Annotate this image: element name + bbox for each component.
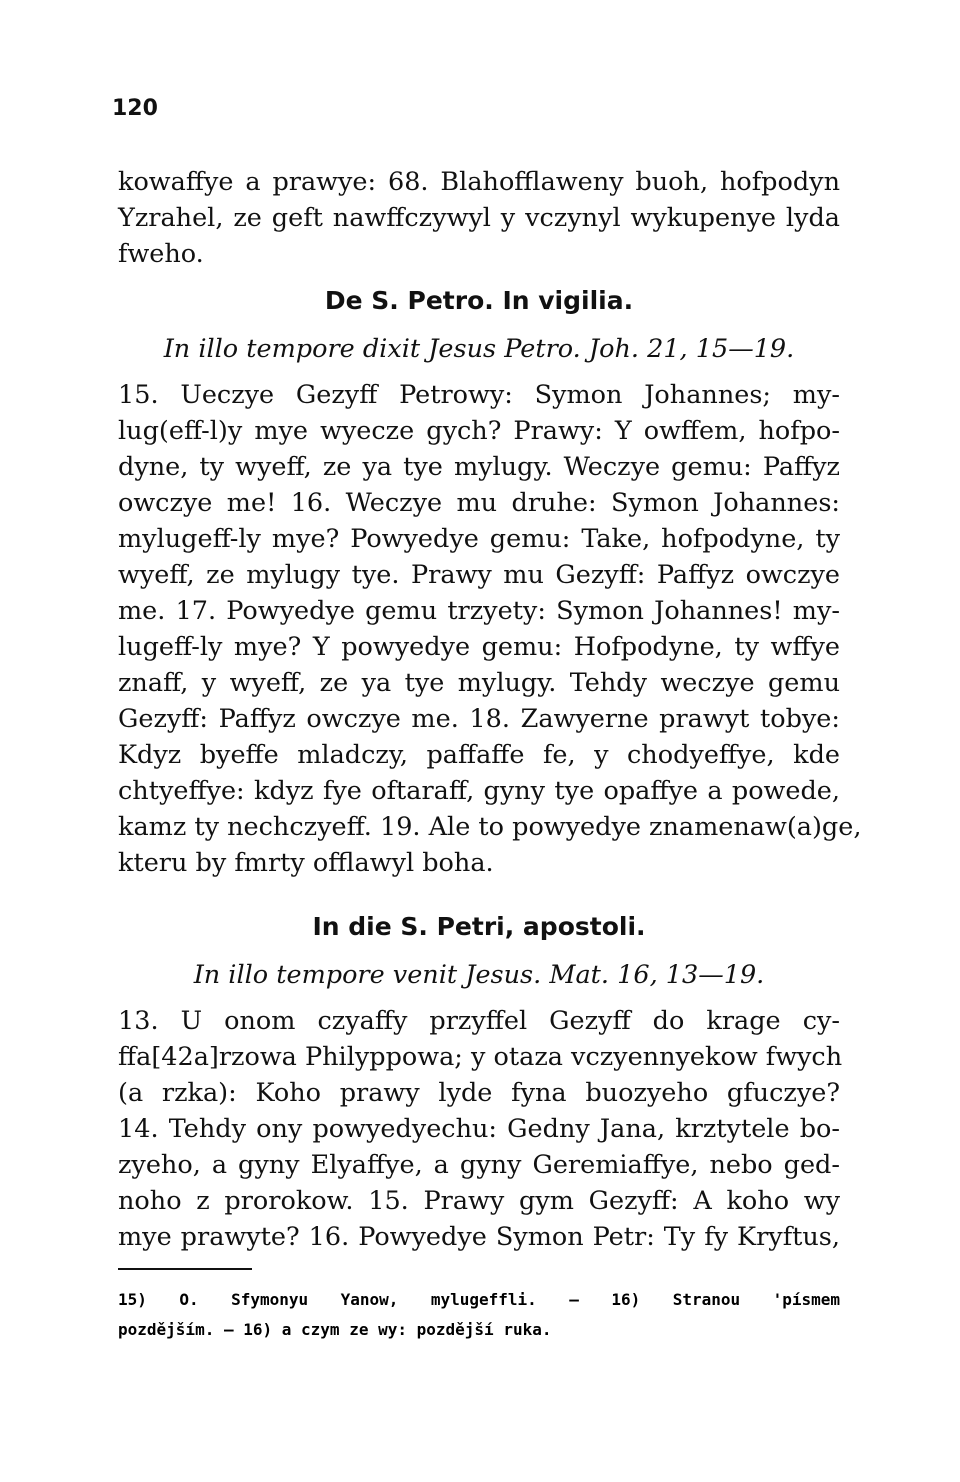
- text-line: dyne, ty wyeff, ze ya tye mylugy. Weczye gemu: Paffyz: [118, 452, 840, 482]
- text-line: fweho.: [118, 239, 204, 269]
- text-line: 13. U onom czyaffy przyffel Gezyff do krage cy-: [118, 1006, 840, 1036]
- text-line: zyeho, a gyny Elyaffye, a gyny Geremiaffye, nebo ged-: [118, 1150, 840, 1180]
- text-line: 15. Ueczye Gezyff Petrowy: Symon Johannes; my-: [118, 380, 840, 410]
- text-line: Yzrahel, ze geft nawffczywyl y vczynyl wykupenye lyda: [118, 203, 840, 233]
- text-line: me. 17. Powyedye gemu trzyety: Symon Johannes! my-: [118, 596, 840, 626]
- text-line: mye prawyte? 16. Powyedye Symon Petr: Ty fy Kryftus,: [118, 1222, 840, 1252]
- text-line: kowaffye a prawye: 68. Blahofflaweny buoh, hofpodyn: [118, 167, 840, 197]
- text-line: lugeff-ly mye? Y powyedye gemu: Hofpodyne, ty wffye: [118, 632, 840, 662]
- page-number: 120: [112, 96, 158, 121]
- section-heading: In die S. Petri, apostoli.: [312, 912, 646, 941]
- text-line: wyeff, ze mylugy tye. Prawy mu Gezyff: Paffyz owczye: [118, 560, 840, 590]
- text-line: 14. Tehdy ony powyedyechu: Gedny Jana, krztytele bo-: [118, 1114, 840, 1144]
- gospel-incipit: In illo tempore venit Jesus. Mat. 16, 13—19.: [193, 960, 765, 990]
- text-line: ffa[42a]rzowa Philyppowa; y otaza vczyennyekow fwych: [118, 1042, 843, 1072]
- text-line: mylugeff-ly mye? Powyedye gemu: Take, hofpodyne, ty: [118, 524, 840, 554]
- text-line: Gezyff: Paffyz owczye me. 18. Zawyerne prawyt tobye:: [118, 704, 840, 734]
- text-line: (a rzka): Koho prawy lyde fyna buozyeho gfuczye?: [118, 1078, 840, 1108]
- text-line: lug(eff-l)y mye wyecze gych? Prawy: Y owffem, hofpo-: [118, 416, 840, 446]
- text-line: Kdyz byeffe mladczy, paffaffe fe, y chodyeffye, kde: [118, 740, 840, 770]
- gospel-incipit: In illo tempore dixit Jesus Petro. Joh. 21, 15—19.: [163, 334, 795, 364]
- text-line: owczye me! 16. Weczye mu druhe: Symon Johannes:: [118, 488, 840, 518]
- text-line: chtyeffye: kdyz fye oftaraff, gyny tye opaffye a powede,: [118, 776, 840, 806]
- text-line: znaff, y wyeff, ze ya tye mylugy. Tehdy weczye gemu: [118, 668, 840, 698]
- text-line: kteru by fmrty offlawyl boha.: [118, 848, 494, 878]
- footnote-line: 15) O. Sfymonyu Yanow, mylugeffli. — 16) Stranou 'písmem: [118, 1290, 840, 1309]
- footnote-line: pozdějším. — 16) a czym ze wy: pozdější ruka.: [118, 1320, 552, 1339]
- text-line: noho z prorokow. 15. Prawy gym Gezyff: A koho wy: [118, 1186, 840, 1216]
- section-heading: De S. Petro. In vigilia.: [324, 286, 634, 315]
- text-line: kamz ty nechczyeff. 19. Ale to powyedye znamenaw(a)ge,: [118, 812, 862, 842]
